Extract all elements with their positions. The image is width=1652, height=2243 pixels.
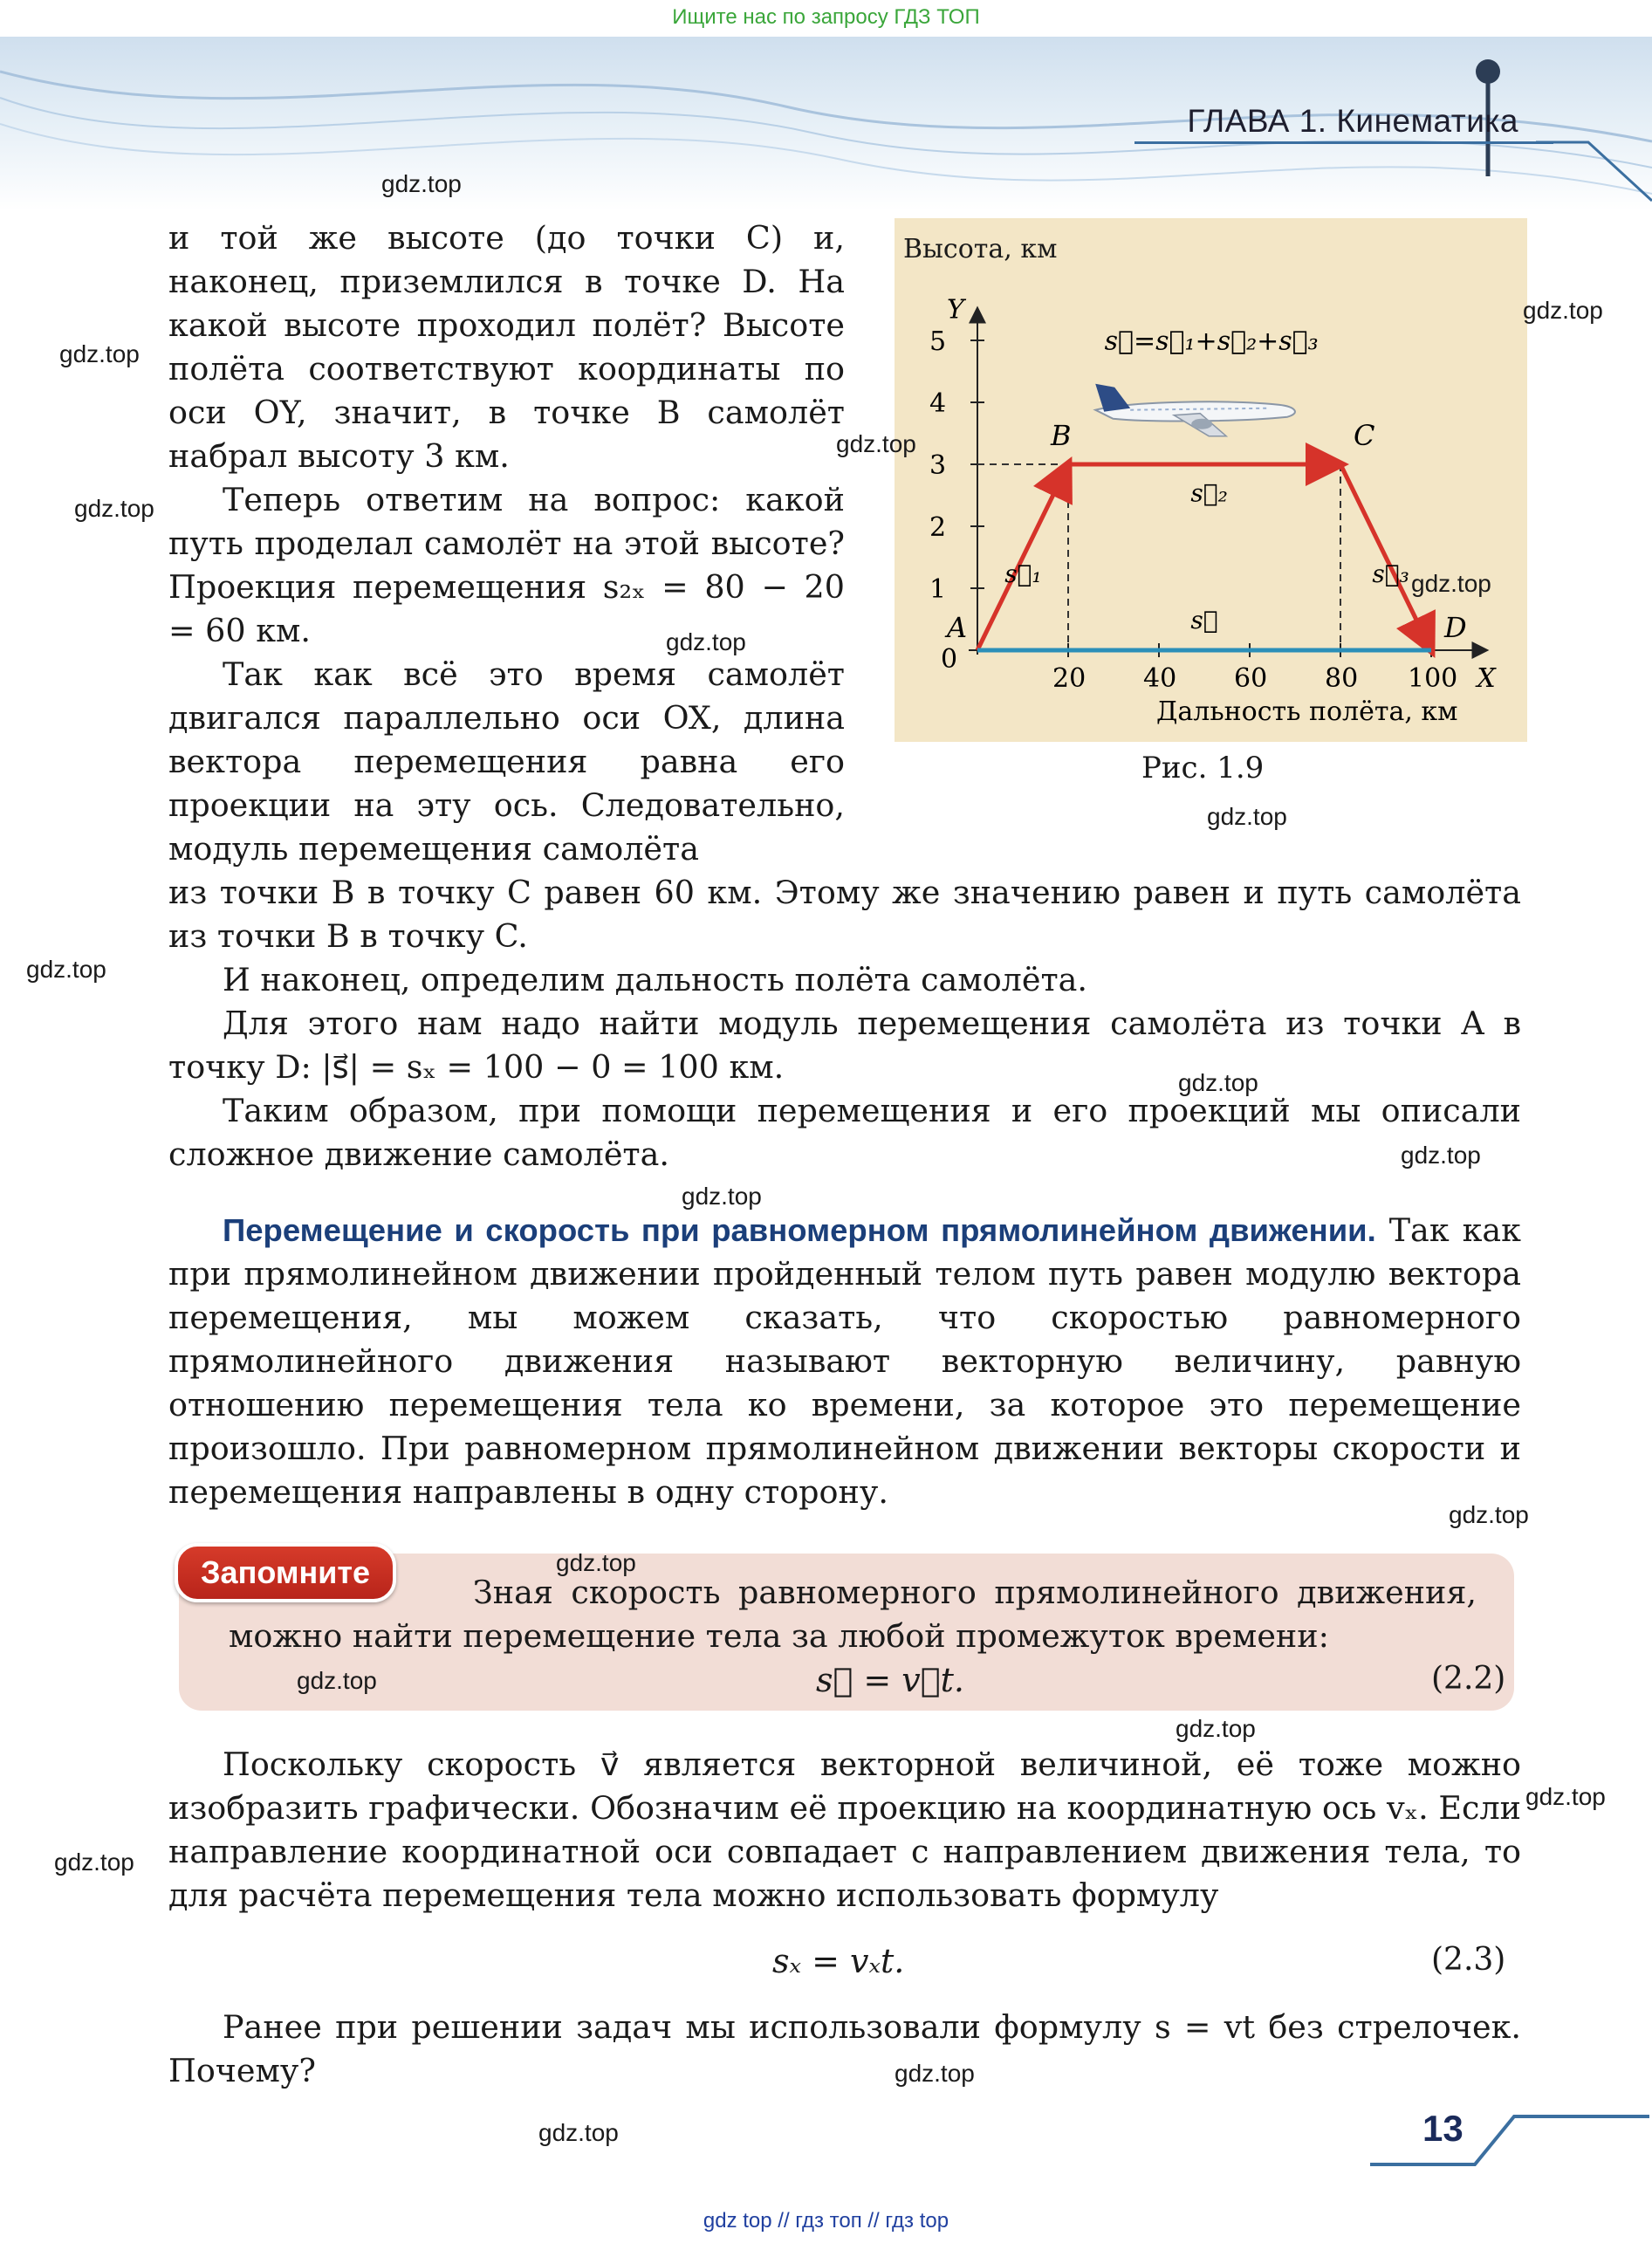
chapter-underline — [1134, 141, 1553, 144]
section-block — [168, 1209, 1521, 1514]
watermark: gdz.top — [1411, 570, 1491, 597]
watermark: gdz.top — [1176, 1715, 1256, 1742]
watermark: gdz.top — [54, 1849, 134, 1876]
paragraph: из точки B в точку C равен 60 км. Этому же значению равен и путь самолёта из точки B в точку C. — [168, 874, 1521, 955]
y-axis-title: Высота, км — [903, 234, 1058, 264]
paragraph: Поскольку скорость v⃗ является векторной величиной, её тоже можно изобразить графически. Обозначим её проекцию на координатную ось vₓ. Если направление координатной оси совпадает с направлением движения тела, то для расчёта перемещения тела можно использовать формулу — [168, 1746, 1521, 1914]
y-tick-label: 5 — [929, 326, 947, 357]
watermark: gdz.top — [538, 2119, 619, 2146]
chapter-corner-line — [1536, 140, 1652, 218]
equation-number-2-3: (2.3) — [1431, 1942, 1506, 1978]
watermark: gdz.top — [1525, 1783, 1606, 1810]
watermark: gdz.top — [297, 1667, 377, 1694]
top-banner: Ищите нас по запросу ГДЗ ТОП — [0, 0, 1652, 37]
y-tick-label: 4 — [929, 388, 947, 419]
vector-sum-formula: s⃗=s⃗₁+s⃗₂+s⃗₃ — [1104, 326, 1319, 357]
paragraph: и той же высоте (до точки C) и, наконец, приземлился в точке D. На какой высоте проходил полёт? Высоте полёта соответствуют координаты по оси OY, значит, в точке B самолёт набрал высоту 3 км. — [168, 219, 845, 475]
vector-s1 — [977, 464, 1068, 650]
bottom-banner: gdz top // гдз топ // гдз top — [0, 2203, 1652, 2243]
text-column-top — [168, 216, 845, 871]
x-tick-label: 20 — [1052, 663, 1086, 694]
x-tick-label: 100 — [1408, 663, 1458, 694]
point-label-C: C — [1354, 419, 1375, 452]
y-tick-label: 1 — [929, 574, 947, 605]
paragraph: И наконец, определим дальность полёта самолёта. — [223, 961, 1088, 998]
formula-2-3: sₓ = vₓt. — [772, 1942, 905, 1980]
remember-text — [229, 1571, 1477, 1658]
section-text: Так как при прямолинейном движении пройденный телом путь равен модулю вектора перемещения, мы можем сказать, что скоростью равномерного прямолинейного движения называют векторную величину, равную отношению перемещения тела ко времени, за которое это перемещение произошло. При равномерном прямолинейном движении векторы скорости и перемещения направлены в одну сторону. — [168, 1211, 1521, 1511]
section-heading: Перемещение и скорость при равномерном прямолинейном движении. — [223, 1212, 1376, 1248]
watermark: gdz.top — [1401, 1142, 1481, 1169]
paragraph: Так как всё это время самолёт двигался параллельно оси OX, длина вектора перемещения равна его проекции на эту ось. Следовательно, модуль перемещения самолёта — [168, 655, 845, 868]
point-label-B: B — [1051, 419, 1072, 452]
y-axis-letter: Y — [947, 294, 964, 326]
paragraph: Теперь ответим на вопрос: какой путь проделал самолёт на этой высоте? Проекция перемещения s₂ₓ = 80 − 20 = 60 км. — [168, 481, 845, 649]
watermark: gdz.top — [59, 340, 140, 367]
watermark: gdz.top — [1523, 297, 1603, 324]
section-paragraph — [168, 1209, 1521, 1514]
text-bottom — [168, 1743, 1521, 1917]
figure-1-9 — [895, 218, 1527, 742]
figure-caption: Рис. 1.9 — [1141, 751, 1265, 785]
watermark: gdz.top — [26, 956, 106, 983]
formula-2-2: s⃗ = v⃗t. — [816, 1661, 964, 1699]
watermark: gdz.top — [836, 430, 916, 457]
vector-label-s3: s⃗₃ — [1372, 559, 1409, 588]
watermark: gdz.top — [895, 2060, 975, 2087]
x-tick-label: 80 — [1325, 663, 1359, 694]
vector-label-s2: s⃗₂ — [1190, 478, 1228, 508]
x-tick-label: 60 — [1234, 663, 1268, 694]
page-number: 13 — [1422, 2108, 1463, 2149]
equation-number-2-2: (2.2) — [1431, 1661, 1506, 1697]
x-axis-title: Дальность полёта, км — [1156, 696, 1458, 727]
watermark: gdz.top — [381, 170, 462, 197]
watermark: gdz.top — [666, 628, 746, 655]
watermark: gdz.top — [1207, 803, 1287, 830]
y-tick-label: 2 — [929, 512, 947, 543]
text-full-width — [168, 871, 1521, 1176]
origin-label: 0 — [941, 644, 958, 675]
point-label-A: A — [947, 611, 968, 644]
remember-paragraph: Зная скорость равномерного прямолинейного движения, можно найти перемещение тела за любой промежуток времени: — [229, 1574, 1477, 1655]
watermark: gdz.top — [556, 1549, 636, 1576]
x-tick-label: 40 — [1143, 663, 1177, 694]
flight-chart — [895, 218, 1527, 742]
watermark: gdz.top — [74, 495, 154, 522]
paragraph: Ранее при решении задач мы использовали формулу s = vt без стрелочек. Почему? — [168, 2008, 1521, 2089]
paragraph: Таким образом, при помощи перемещения и его проекций мы описали сложное движение самолёта. — [168, 1092, 1521, 1173]
text-last — [168, 2006, 1521, 2093]
paragraph: Для этого нам надо найти модуль перемещения самолёта из точки A в точку D: |s⃗| = sₓ = 100 − 0 = 100 км. — [168, 1005, 1521, 1086]
airplane-illustration — [1095, 384, 1295, 436]
watermark: gdz.top — [682, 1183, 762, 1210]
watermark: gdz.top — [1178, 1069, 1258, 1096]
vector-label-s: s⃗ — [1190, 606, 1218, 635]
point-label-D: D — [1444, 611, 1467, 644]
vector-label-s1: s⃗₁ — [1004, 559, 1042, 588]
watermark: gdz.top — [1449, 1501, 1529, 1528]
x-axis-letter: X — [1477, 663, 1496, 694]
remember-tag: Запомните — [175, 1543, 396, 1602]
chapter-header: ГЛАВА 1. Кинематика — [1187, 103, 1518, 139]
page-number-tab — [1361, 2112, 1649, 2173]
y-tick-label: 3 — [929, 450, 947, 481]
vector-s3 — [1340, 464, 1431, 650]
